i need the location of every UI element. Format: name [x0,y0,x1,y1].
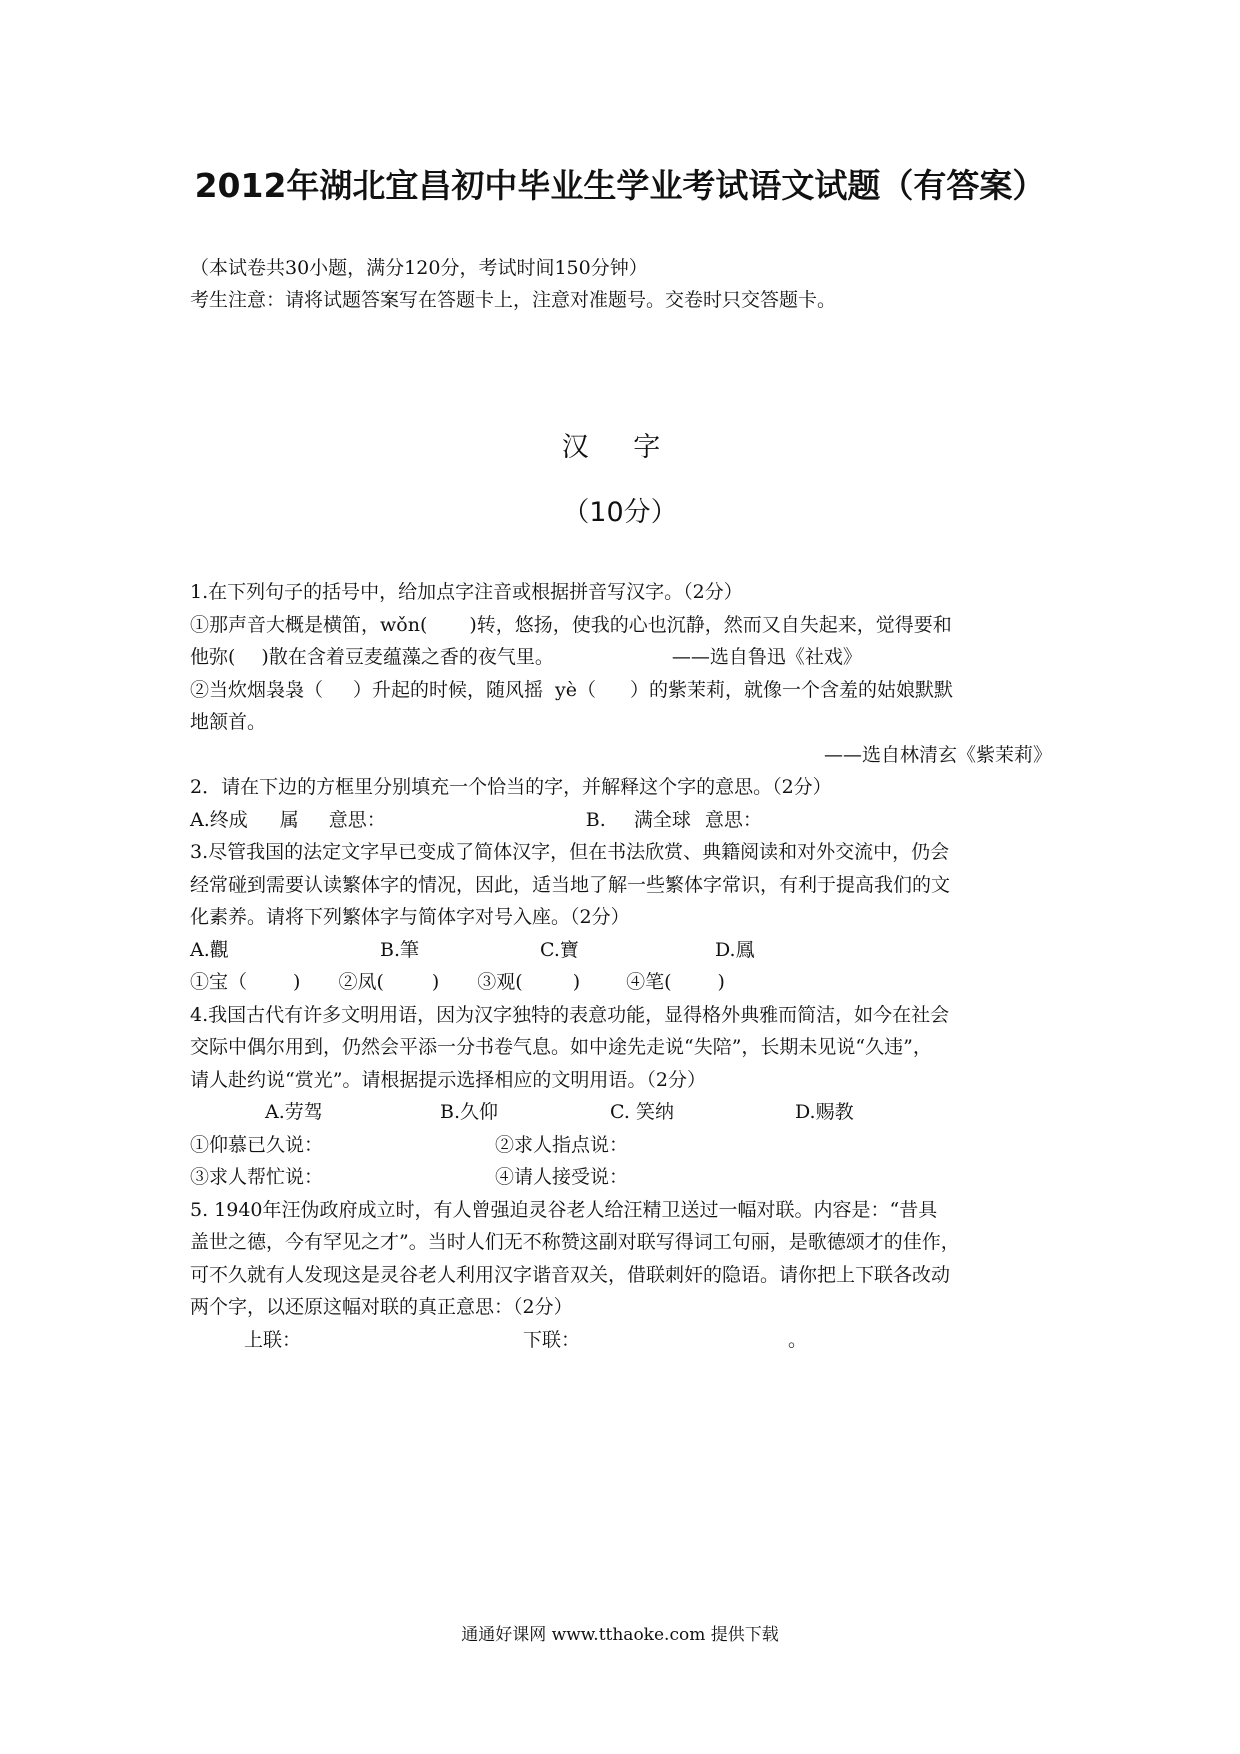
q5-stem: 可不久就有人发现这是灵谷老人利用汉字谐音双关，借联刺奸的隐语。请你把上下联各改动 [190,1263,951,1286]
q1-line [190,674,1070,707]
q4-prompt: ④请人接受说： [495,1166,629,1188]
q1-source-text: ——选自林清玄《紫茉莉》 [823,743,1052,766]
q3-match-item: ④笔( [626,971,672,993]
q1-text: )转，悠扬，使我的心也沉静，然而又自失起来，觉得要和 [469,613,952,636]
paren: ) [717,971,725,993]
q1-text: ②当炊烟袅袅（ [190,678,324,701]
exam-notice: 考生注意：请将试题答案写在答题卡上，注意对准题号。交卷时只交答题卡。 [190,289,837,311]
q3-match [190,966,1070,999]
q2-option-b-meaning: 意思： [704,808,762,831]
q5-end: 。 [788,1328,808,1351]
q1-line [190,609,1070,642]
q5-stem: 两个字，以还原这幅对联的真正意思：（2分） [190,1296,573,1318]
q4-prompt: ②求人指点说： [495,1133,629,1156]
q1-stem: 1.在下列句子的括号中，给加点字注音或根据拼音写汉字。（2分） [190,581,743,603]
paren: ) [293,971,301,993]
q5-upper-label: 上联： [244,1328,302,1351]
q4-stem: 4.我国古代有许多文明用语，因为汉字独特的表意功能，显得格外典雅而简洁，如今在社会 [190,1003,950,1026]
q4-option: D.赐教 [795,1101,854,1123]
q1-text: 他弥( [190,646,236,668]
q4-prompt: ③求人帮忙说： [190,1166,324,1188]
q1-text: yè（ [555,678,597,701]
q1-text: ）升起的时候，随风摇 [353,678,544,701]
q4-prompts [190,1129,1070,1162]
q5-stem: 盖世之德，今有罕见之才”。当时人们无不称赞这副对联写得词工句丽，是歌德颂才的佳作， [190,1231,960,1253]
q4-prompts [190,1161,1070,1194]
q1-text: ）的紫茉莉，就像一个含羞的姑娘默默 [630,678,954,701]
paren: ) [431,971,440,993]
section-title: 汉 字 [561,432,679,463]
q3-match-item: ②凤( [338,971,384,993]
q3-stem: 化素养。请将下列繁体字与简体字对号入座。（2分） [190,906,630,928]
q4-stem: 请人赴约说“赏光”。请根据提示选择相应的文明用语。（2分） [190,1068,707,1091]
footer-source: 通通好课网 www.tthaoke.com 提供下载 [461,1625,779,1645]
q2-option-a-char: 属 [279,808,299,831]
q1-line [190,641,1070,674]
q4-option: C. 笑纳 [610,1101,674,1123]
q4-option: B.久仰 [440,1101,499,1123]
q3-match-item: ①宝（ [190,971,248,993]
exam-info-line: （本试卷共30小题，满分120分，考试时间150分钟） [190,257,648,279]
q1-source [190,739,1070,772]
q1-source: ——选自鲁迅《社戏》 [671,646,862,668]
q1-text: ①那声音大概是横笛，wǒn( [190,613,428,636]
question-list [190,576,1070,1356]
q4-stem: 交际中偶尔用到，仍然会平添一分书卷气息。如中途先走说“失陪”，长期未见说“久违”， [190,1036,932,1058]
section-score: （10分） [562,497,678,528]
q2-option-b: B. [585,808,606,831]
q4-options [190,1096,1070,1129]
page-title: 2012年湖北宜昌初中毕业生学业考试语文试题（有答案） [194,166,1046,205]
q3-option: B.筆 [380,938,420,961]
q5-answers [190,1324,1070,1357]
q3-options [190,934,1070,967]
exam-info [190,252,1090,316]
q2-option-a-meaning: 意思： [328,808,386,831]
q3-match-item: ③观( [477,971,523,993]
q3-option: A.觀 [190,938,229,961]
q5-stem: 5. 1940年汪伪政府成立时，有人曾强迫灵谷老人给汪精卫送过一幅对联。内容是：“昔具 [190,1198,938,1221]
q3-stem: 3.尽管我国的法定文字早已变成了简体汉字，但在书法欣赏、典籍阅读和对外交流中，仍会 [190,841,950,863]
q3-option: D.鳳 [715,938,755,961]
q2-options [190,804,1070,837]
q1-line: 地颔首。 [190,711,267,733]
q5-lower-label: 下联： [523,1328,581,1351]
q1-text: )散在含着豆麦蕴藻之香的夜气里。 [261,646,554,668]
q4-option: A.劳驾 [265,1101,323,1123]
q2-stem: 2．请在下边的方框里分别填充一个恰当的字，并解释这个字的意思。（2分） [190,776,832,798]
q2-option-b-word: 满全球 [633,808,691,831]
paren: ) [572,971,581,993]
q3-option: C.寶 [540,938,579,961]
q4-prompt: ①仰慕已久说： [190,1133,324,1156]
q2-option-a: A.终成 [190,808,248,831]
q3-stem: 经常碰到需要认读繁体字的情况，因此，适当地了解一些繁体字常识，有利于提高我们的文 [190,873,951,896]
